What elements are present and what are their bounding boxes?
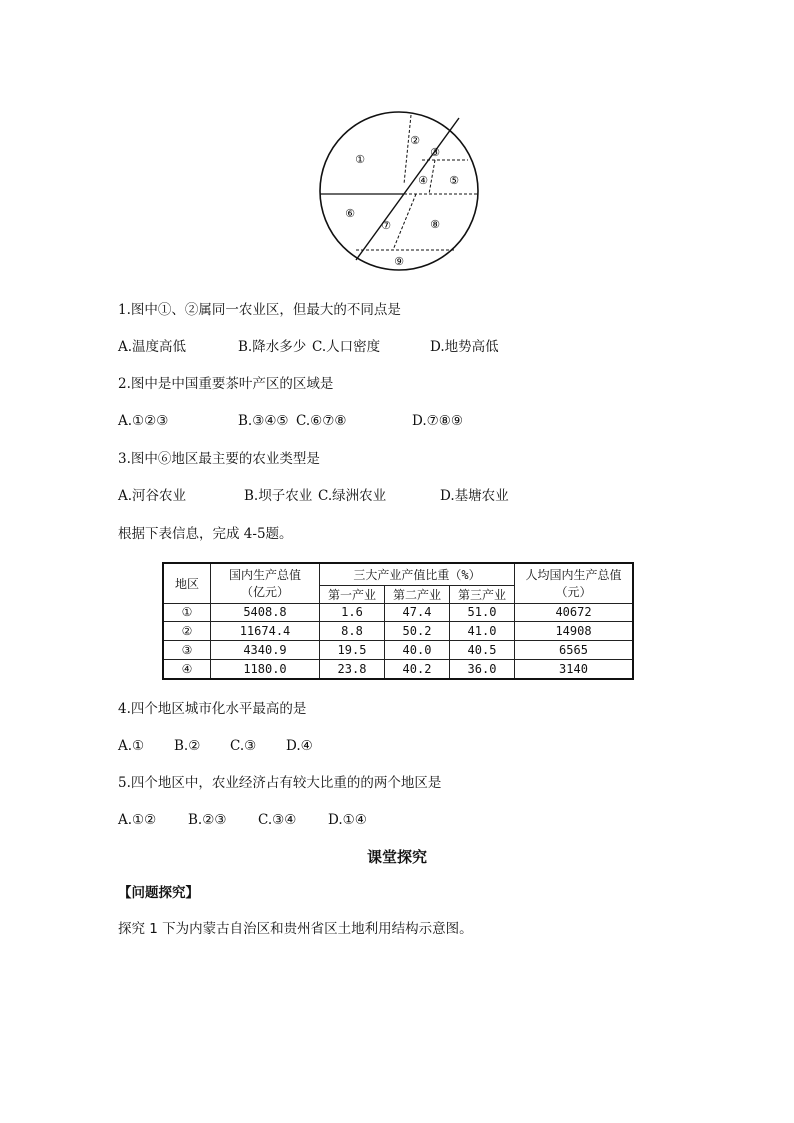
cell-tertiary: 36.0: [450, 659, 515, 679]
q2-stem: 2.图中是中国重要茶叶产区的区域是: [118, 376, 334, 392]
cell-tertiary: 40.5: [450, 641, 515, 660]
zone-label-4: ④: [418, 174, 428, 187]
q2-option-c: C.⑥⑦⑧: [296, 413, 347, 429]
header-region: 地区: [163, 563, 211, 603]
cell-secondary: 40.0: [385, 641, 450, 660]
cell-secondary: 47.4: [385, 603, 450, 622]
cell-gdp: 11674.4: [211, 622, 320, 641]
inquiry-text: 探究 1 下为内蒙古自治区和贵州省区土地利用结构示意图。: [118, 921, 473, 937]
q1-option-a: A.温度高低: [118, 339, 187, 355]
agricultural-zone-diagram: [318, 110, 480, 272]
table-intro: 根据下表信息，完成 4-5题。: [118, 526, 293, 542]
q4-option-b: B.②: [174, 738, 201, 754]
cell-region: ④: [163, 659, 211, 679]
cell-primary: 23.8: [320, 659, 385, 679]
q1-option-c: C.人口密度: [312, 339, 381, 355]
header-per-capita-gdp: 人均国内生产总值 （元）: [515, 563, 634, 603]
cell-region: ②: [163, 622, 211, 641]
q1-stem: 1.图中①、②属同一农业区，但最大的不同点是: [118, 302, 401, 318]
cell-primary: 19.5: [320, 641, 385, 660]
cell-secondary: 40.2: [385, 659, 450, 679]
cell-tertiary: 51.0: [450, 603, 515, 622]
zone-label-8: ⑧: [430, 218, 440, 231]
cell-primary: 8.8: [320, 622, 385, 641]
zone-label-1: ①: [355, 153, 365, 166]
q4-stem: 4.四个地区城市化水平最高的是: [118, 701, 307, 717]
q4-option-a: A.①: [118, 738, 145, 754]
cell-gdp: 1180.0: [211, 659, 320, 679]
q4-option-d: D.④: [286, 738, 313, 754]
header-secondary: 第二产业: [385, 585, 450, 603]
table-row: [163, 603, 633, 622]
cell-per-capita: 6565: [515, 641, 634, 660]
table-row: [163, 622, 633, 641]
q1-option-b: B.降水多少: [238, 339, 307, 355]
q1-option-d: D.地势高低: [430, 339, 499, 355]
zone-label-6: ⑥: [345, 207, 355, 220]
table-row: [163, 641, 633, 660]
q2-option-a: A.①②③: [118, 413, 169, 429]
cell-region: ①: [163, 603, 211, 622]
zone-label-2: ②: [410, 134, 420, 147]
zone-label-3: ③: [430, 146, 440, 159]
zone-label-9: ⑨: [394, 255, 404, 268]
cell-per-capita: 40672: [515, 603, 634, 622]
cell-per-capita: 14908: [515, 622, 634, 641]
subsection-title: 【问题探究】: [118, 885, 199, 901]
q2-option-d: D.⑦⑧⑨: [412, 413, 463, 429]
cell-gdp: 5408.8: [211, 603, 320, 622]
header-primary: 第一产业: [320, 585, 385, 603]
q4-option-c: C.③: [230, 738, 257, 754]
cell-per-capita: 3140: [515, 659, 634, 679]
regional-economy-table: [162, 562, 634, 680]
q5-stem: 5.四个地区中，农业经济占有较大比重的的两个地区是: [118, 775, 442, 791]
q2-option-b: B.③④⑤: [238, 413, 289, 429]
q5-option-d: D.①④: [328, 812, 367, 828]
header-gdp: 国内生产总值 （亿元）: [211, 563, 320, 603]
q5-option-a: A.①②: [118, 812, 157, 828]
zone-label-5: ⑤: [449, 174, 459, 187]
section-title: 课堂探究: [366, 848, 427, 866]
q3-option-c: C.绿洲农业: [318, 488, 387, 504]
q5-option-c: C.③④: [258, 812, 297, 828]
cell-primary: 1.6: [320, 603, 385, 622]
q3-option-b: B.坝子农业: [244, 488, 313, 504]
q3-option-a: A.河谷农业: [118, 488, 187, 504]
q3-stem: 3.图中⑥地区最主要的农业类型是: [118, 451, 320, 467]
cell-gdp: 4340.9: [211, 641, 320, 660]
table-row: [163, 659, 633, 679]
cell-tertiary: 41.0: [450, 622, 515, 641]
zone-label-7: ⑦: [381, 219, 391, 232]
q3-option-d: D.基塘农业: [440, 488, 509, 504]
q5-option-b: B.②③: [188, 812, 227, 828]
header-tertiary: 第三产业: [450, 585, 515, 603]
header-industry-share: 三大产业产值比重（%）: [320, 563, 515, 585]
cell-region: ③: [163, 641, 211, 660]
cell-secondary: 50.2: [385, 622, 450, 641]
